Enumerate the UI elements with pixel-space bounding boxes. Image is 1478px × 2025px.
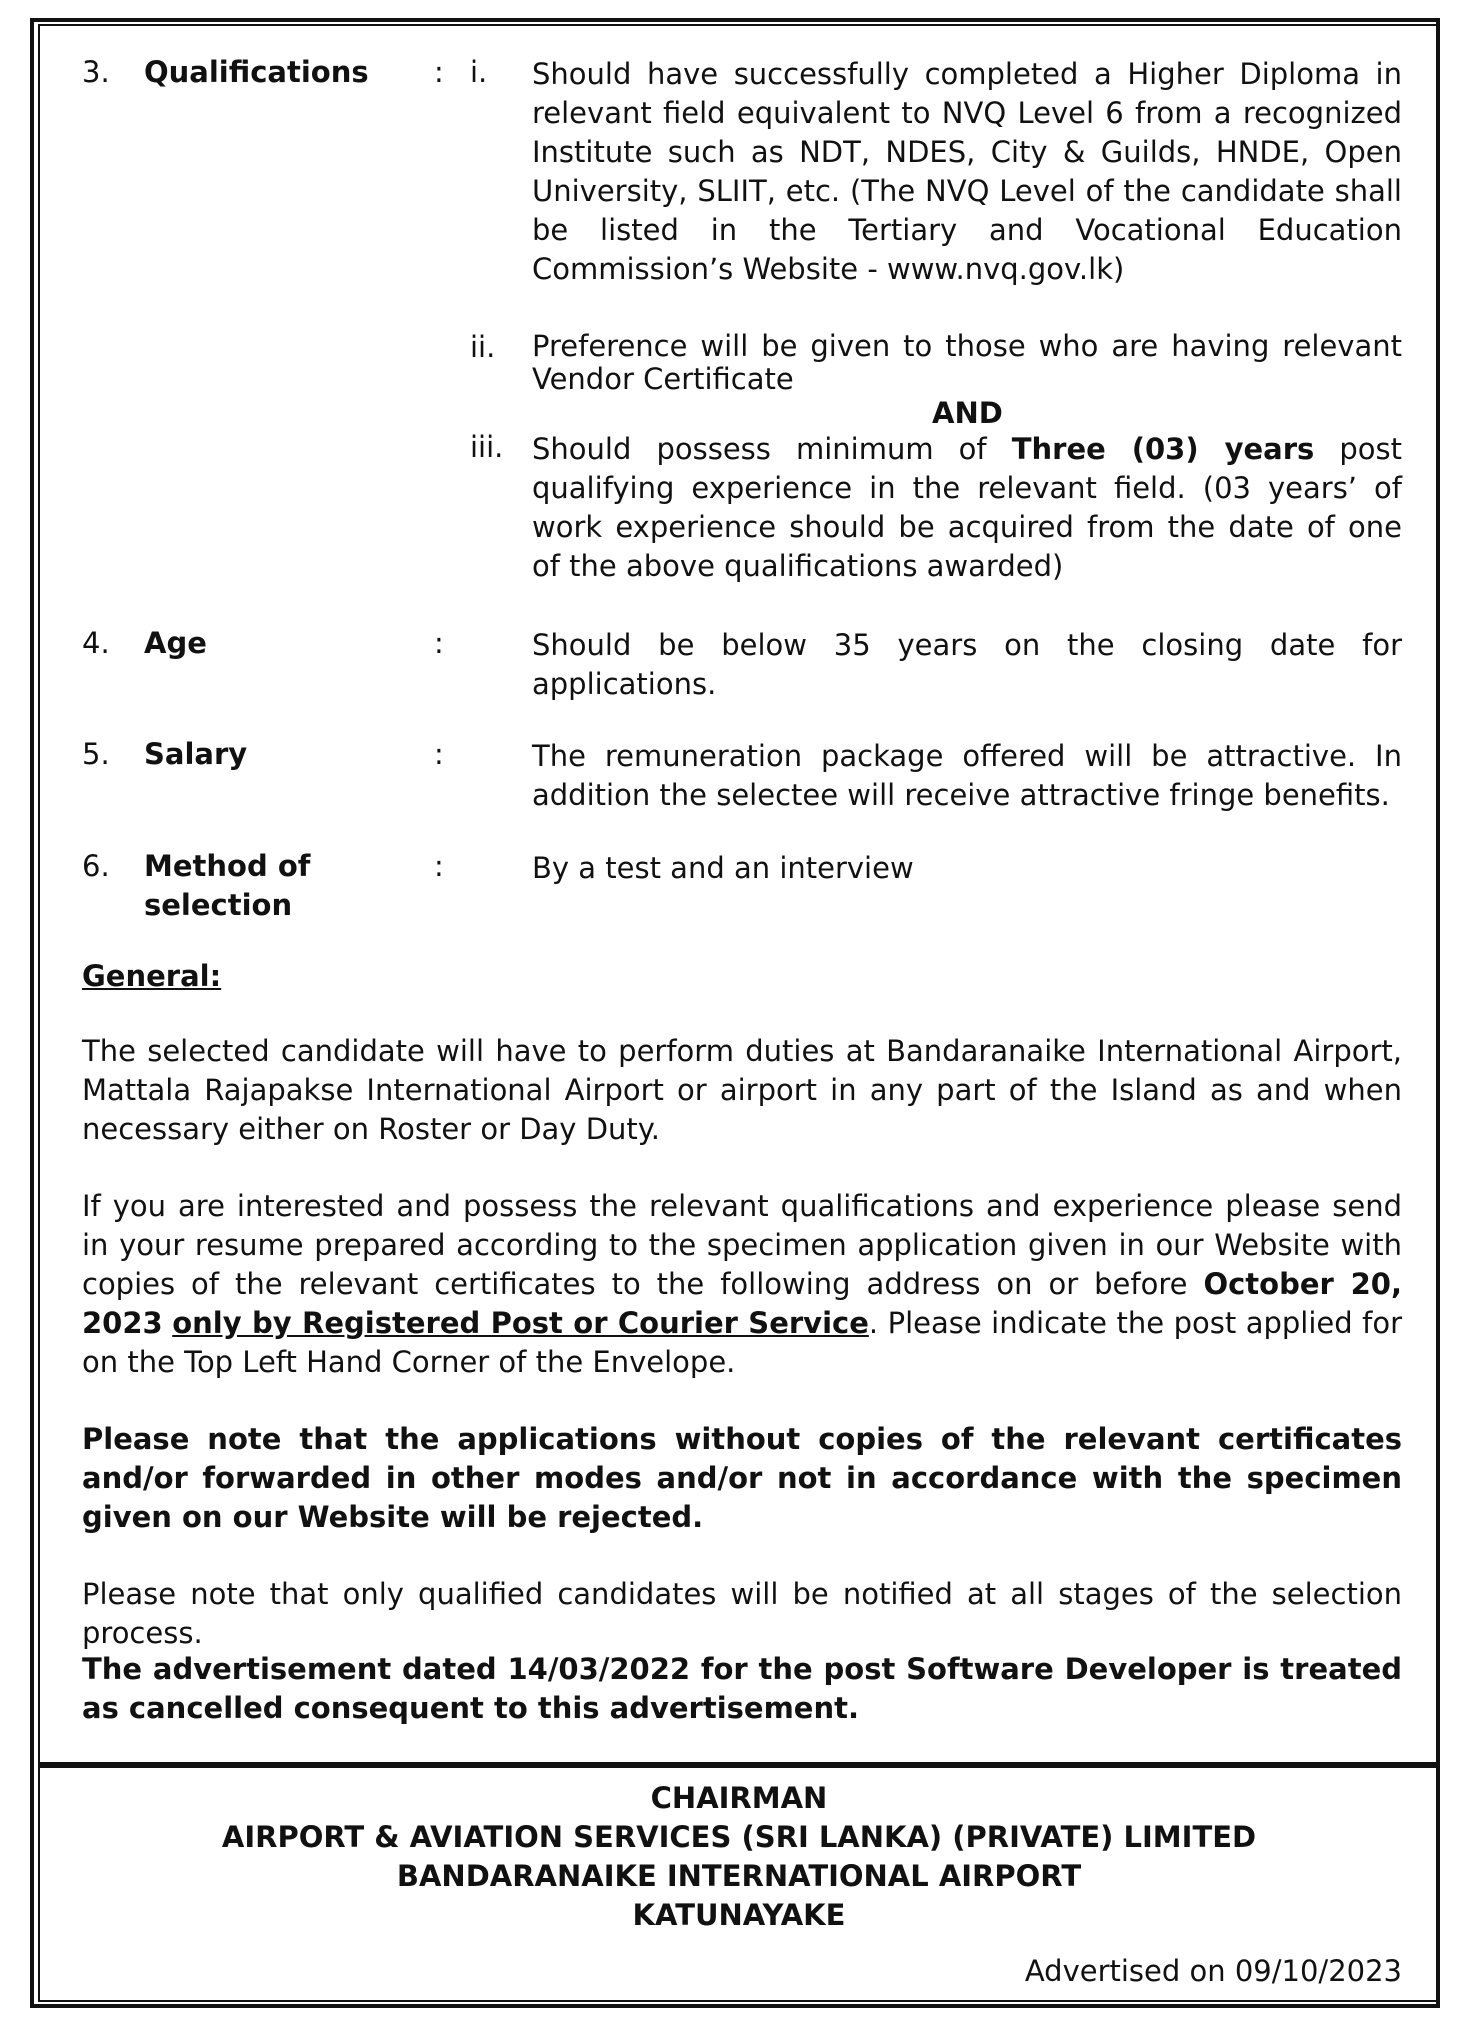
and-label: AND xyxy=(932,396,1003,430)
closing-date: October 20, 2023 xyxy=(82,1267,1403,1340)
item-colon: : xyxy=(434,626,444,660)
footer-divider xyxy=(40,1762,1438,1768)
item-text: Should be below 35 years on the closing date for applications. xyxy=(532,628,1402,701)
item-colon: : xyxy=(434,849,444,883)
item-label-method-line1: Method of xyxy=(144,849,311,883)
footer-chairman: CHAIRMAN xyxy=(650,1781,828,1815)
item-label-salary: Salary xyxy=(144,737,248,771)
advertised-date: Advertised on 09/10/2023 xyxy=(1024,1954,1402,1988)
general-para-duties: The selected candidate will have to perform duties at Bandaranaike International Airport, Mattala Rajapakse International Airport or airport in any part of the Island as and when necessary either on Roster or Day Duty. xyxy=(82,1034,1402,1146)
subitem-text: Should possess minimum of Three (03) years post qualifying experience in the relevant field. (03 years’ of work experience should be acquired from the date of one of the above qualifications awarded) xyxy=(532,432,1402,583)
item-label-age: Age xyxy=(144,626,207,660)
footer-location: KATUNAYAKE xyxy=(632,1898,846,1932)
subitem-text: Preference will be given to those who are having relevant Vendor Certificate xyxy=(532,329,1402,396)
general-para-notified: Please note that only qualified candidates will be notified at all stages of the selection process. xyxy=(82,1577,1402,1650)
footer-airport: BANDARANAIKE INTERNATIONAL AIRPORT xyxy=(396,1859,1082,1893)
item-label-method-line2: selection xyxy=(144,888,293,922)
general-para-cancelled: The advertisement dated 14/03/2022 for the post Software Developer is treated as cancelled consequent to this advertisement. xyxy=(82,1652,1402,1725)
item-colon: : xyxy=(434,55,444,89)
subitem-roman: iii. xyxy=(470,430,504,464)
item-number: 3. xyxy=(82,55,110,89)
subitem-roman: i. xyxy=(470,55,488,89)
footer-company: AIRPORT & AVIATION SERVICES (SRI LANKA) (PRIVATE) LIMITED xyxy=(221,1820,1257,1854)
item-text: The remuneration package offered will be attractive. In addition the selectee will receive attractive fringe benefits. xyxy=(532,739,1402,812)
item-number: 5. xyxy=(82,737,110,771)
item-text: By a test and an interview xyxy=(532,851,914,885)
delivery-method: only by Registered Post or Courier Service xyxy=(172,1306,869,1340)
item-label-qualifications: Qualifications xyxy=(144,55,369,89)
general-para-rejection: Please note that the applications without copies of the relevant certificates and/or forwarded in other modes and/or not in accordance with the specimen given on our Website will be rejected. xyxy=(82,1422,1402,1534)
item-colon: : xyxy=(434,737,444,771)
general-heading: General: xyxy=(82,959,222,993)
subitem-text: Should have successfully completed a Higher Diploma in relevant field equivalent to NVQ Level 6 from a recognized Institute such as NDT, NDES, City & Guilds, HNDE, Open University, SLIIT, etc. (The NVQ Level of the candidate shall be listed in the Tertiary and Vocational Education Commission’s Website - www.nvq.gov.lk) xyxy=(532,57,1402,286)
general-para-apply: If you are interested and possess the relevant qualifications and experience please send in your resume prepared according to the specimen application given in our Website with copies of the relevant certificates to the following address on or before October 20, 2023 only by Registered Post or Courier Service. Please indicate the post applied for on the Top Left Hand Corner of the Envelope. xyxy=(82,1189,1403,1379)
item-number: 6. xyxy=(82,849,110,883)
subitem-roman: ii. xyxy=(470,330,496,364)
experience-years: Three (03) years xyxy=(1011,432,1315,466)
item-number: 4. xyxy=(82,626,110,660)
